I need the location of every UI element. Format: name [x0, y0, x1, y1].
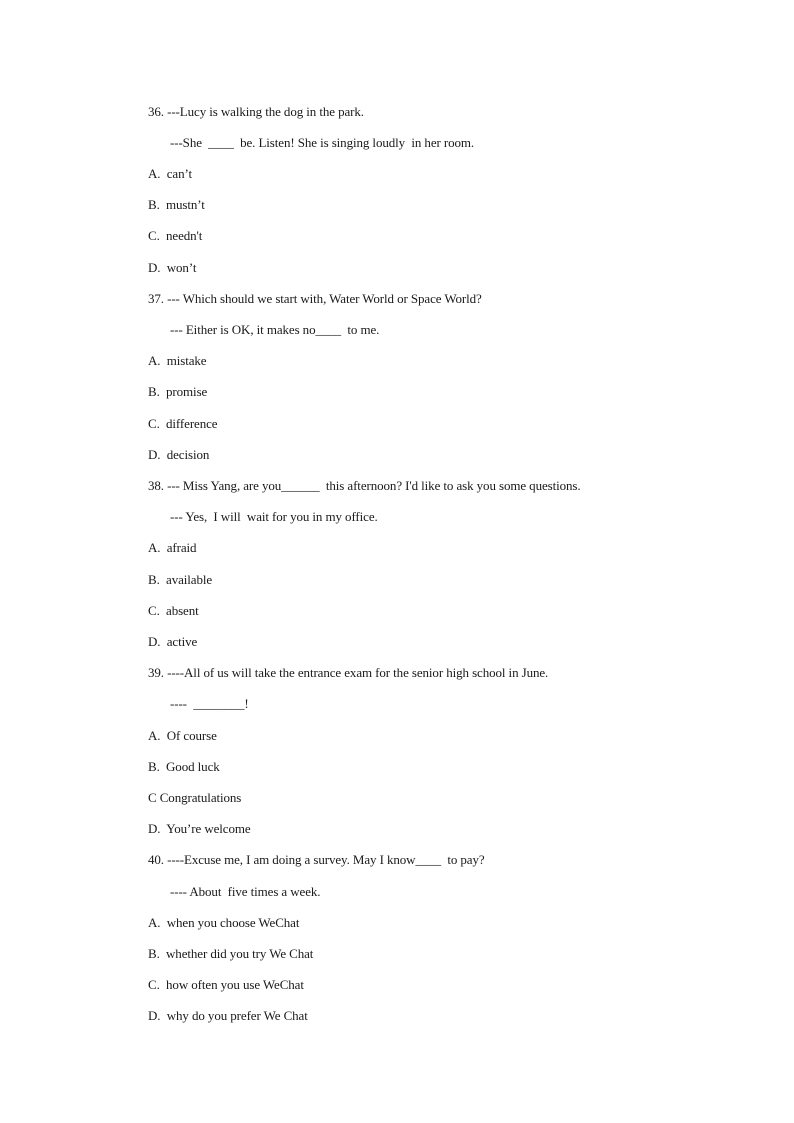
question-36-option-b: B. mustn’t [148, 197, 205, 212]
question-36-prompt: 36. ---Lucy is walking the dog in the park. [148, 104, 364, 119]
question-39-option-b: B. Good luck [148, 759, 220, 774]
question-39-option-c: C Congratulations [148, 790, 242, 805]
question-37-option-b: B. promise [148, 384, 208, 399]
question-38-option-d: D. active [148, 634, 198, 649]
question-40-option-c: C. how often you use WeChat [148, 977, 304, 992]
question-36-option-d: D. won’t [148, 260, 197, 275]
question-36-option-c: C. needn't [148, 228, 203, 243]
question-38-option-b: B. available [148, 572, 213, 587]
question-39-option-d: D. You’re welcome [148, 821, 251, 836]
question-40-prompt: 40. ----Excuse me, I am doing a survey. May I know____ to pay? [148, 852, 485, 867]
question-39-option-a: A. Of course [148, 728, 217, 743]
question-37-prompt: 37. --- Which should we start with, Water World or Space World? [148, 291, 482, 306]
question-37-option-a: A. mistake [148, 353, 207, 368]
question-36-option-a: A. can’t [148, 166, 192, 181]
question-37-option-d: D. decision [148, 447, 210, 462]
question-38-option-c: C. absent [148, 603, 199, 618]
question-37-response: --- Either is OK, it makes no____ to me. [170, 322, 380, 337]
question-38-prompt: 38. --- Miss Yang, are you______ this afternoon? I'd like to ask you some questions. [148, 478, 581, 493]
question-40-response: ---- About five times a week. [170, 884, 321, 899]
question-39-response: ---- ________! [170, 696, 249, 711]
question-40-option-d: D. why do you prefer We Chat [148, 1008, 308, 1023]
question-36-response: ---She ____ be. Listen! She is singing loudly in her room. [170, 135, 475, 150]
question-38-option-a: A. afraid [148, 540, 197, 555]
question-40-option-b: B. whether did you try We Chat [148, 946, 314, 961]
question-40-option-a: A. when you choose WeChat [148, 915, 300, 930]
question-38-response: --- Yes, I will wait for you in my office. [170, 509, 378, 524]
question-37-option-c: C. difference [148, 416, 218, 431]
question-39-prompt: 39. ----All of us will take the entrance exam for the senior high school in June. [148, 665, 549, 680]
